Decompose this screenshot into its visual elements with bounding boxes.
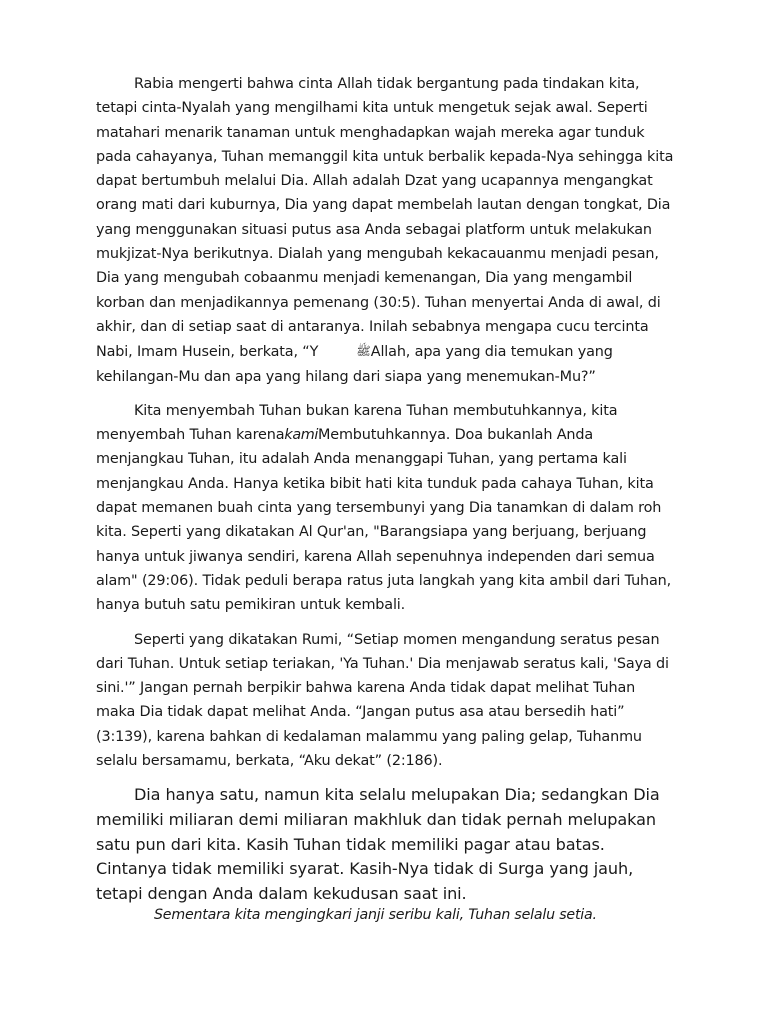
paragraph-rabia-text: Rabia mengerti bahwa cinta Allah tidak bergantung pada tindakan kita, tetapi cinta-Nyalah yang mengilhami kita untuk mengetuk sejak awal. Seperti matahari menarik tanaman untuk menghadapkan wajah mereka agar tunduk pada cahayanya, Tuhan memanggil kita untuk berbalik kepada-Nya sehingga kita dapat bertumbuh melalui Dia. Allah adalah Dzat yang ucapannya mengangkat orang mati dari kuburnya, Dia yang dapat membelah lautan dengan tongkat, Dia yang menggunakan situasi putus asa Anda sebagai platform untuk melakukan mukjizat-Nya berikutnya. Dialah yang mengubah kekacauanmu menjadi pesan, Dia yang mengubah cobaanmu menjadi kemenangan, Dia yang mengambil korban dan menjadikannya pemenang (30:5). Tuhan menyertai Anda di awal, di akhir, dan di setiap saat di antaranya. Inilah sebabnya mengapa cucu tercinta Nabi, Imam Husein, berkata, “Y [96,76,674,361]
paragraph-rabia-text-end: Allah, apa yang dia temukan yang kehilangan-Mu dan apa yang hilang dari siapa yang menemukan-Mu?” [96,344,613,385]
paragraph-love [96,783,676,906]
paragraph-worship-text-end: Membutuhkannya. Doa bukanlah Anda menjangkau Tuhan, itu adalah Anda menanggapi Tuhan, yang pertama kali menjangkau Anda. Hanya ketika bibit hati kita tunduk pada cahaya Tuhan, kita dapat memanen buah cinta yang tersembunyi yang Dia tanamkan di dalam roh kita. Seperti yang dikatakan Al Qur'an, "Barangsiapa yang berjuang, berjuang hanya untuk jiwanya sendiri, karena Allah sepenuhnya independen dari semua alam" (29:06). Tidak peduli berapa ratus juta langkah yang kita ambil dari Tuhan, hanya butuh satu pemikiran untuk kembali. [96,427,672,614]
document-body [96,72,676,906]
paragraph-rumi [96,628,676,774]
paragraph-rabia [96,72,676,389]
paragraph-worship [96,399,676,618]
paragraph-love-text: Dia hanya satu, namun kita selalu melupakan Dia; sedangkan Dia memiliki miliaran demi miliaran makhluk dan tidak pernah melupakan satu pun dari kita. Kasih Tuhan tidak memiliki pagar atau batas. Cintanya tidak memiliki syarat. Kasih-Nya tidak di Surga yang jauh, tetapi dengan Anda dalam kekudusan saat ini. [96,785,660,903]
closing-quote: Sementara kita mengingkari janji seribu kali, Tuhan selalu setia. [154,907,597,923]
paragraph-rumi-text: Seperti yang dikatakan Rumi, “Setiap momen mengandung seratus pesan dari Tuhan. Untuk setiap teriakan, 'Ya Tuhan.' Dia menjawab seratus kali, 'Saya di sini.'” Jangan pernah berpikir bahwa karena Anda tidak dapat melihat Tuhan maka Dia tidak dapat melihat Anda. “Jangan putus asa atau bersedih hati” (3:139), karena bahkan di kedalaman malammu yang paling gelap, Tuhanmu selalu bersamamu, berkata, “Aku dekat” (2:186). [96,631,669,770]
emphasis-kami: kami [284,427,318,444]
arabic-ligature: ﷺ [356,344,371,359]
paragraph-worship-text: Kita menyembah Tuhan bukan karena Tuhan membutuhkannya, kita menyembah Tuhan karena [96,402,618,444]
